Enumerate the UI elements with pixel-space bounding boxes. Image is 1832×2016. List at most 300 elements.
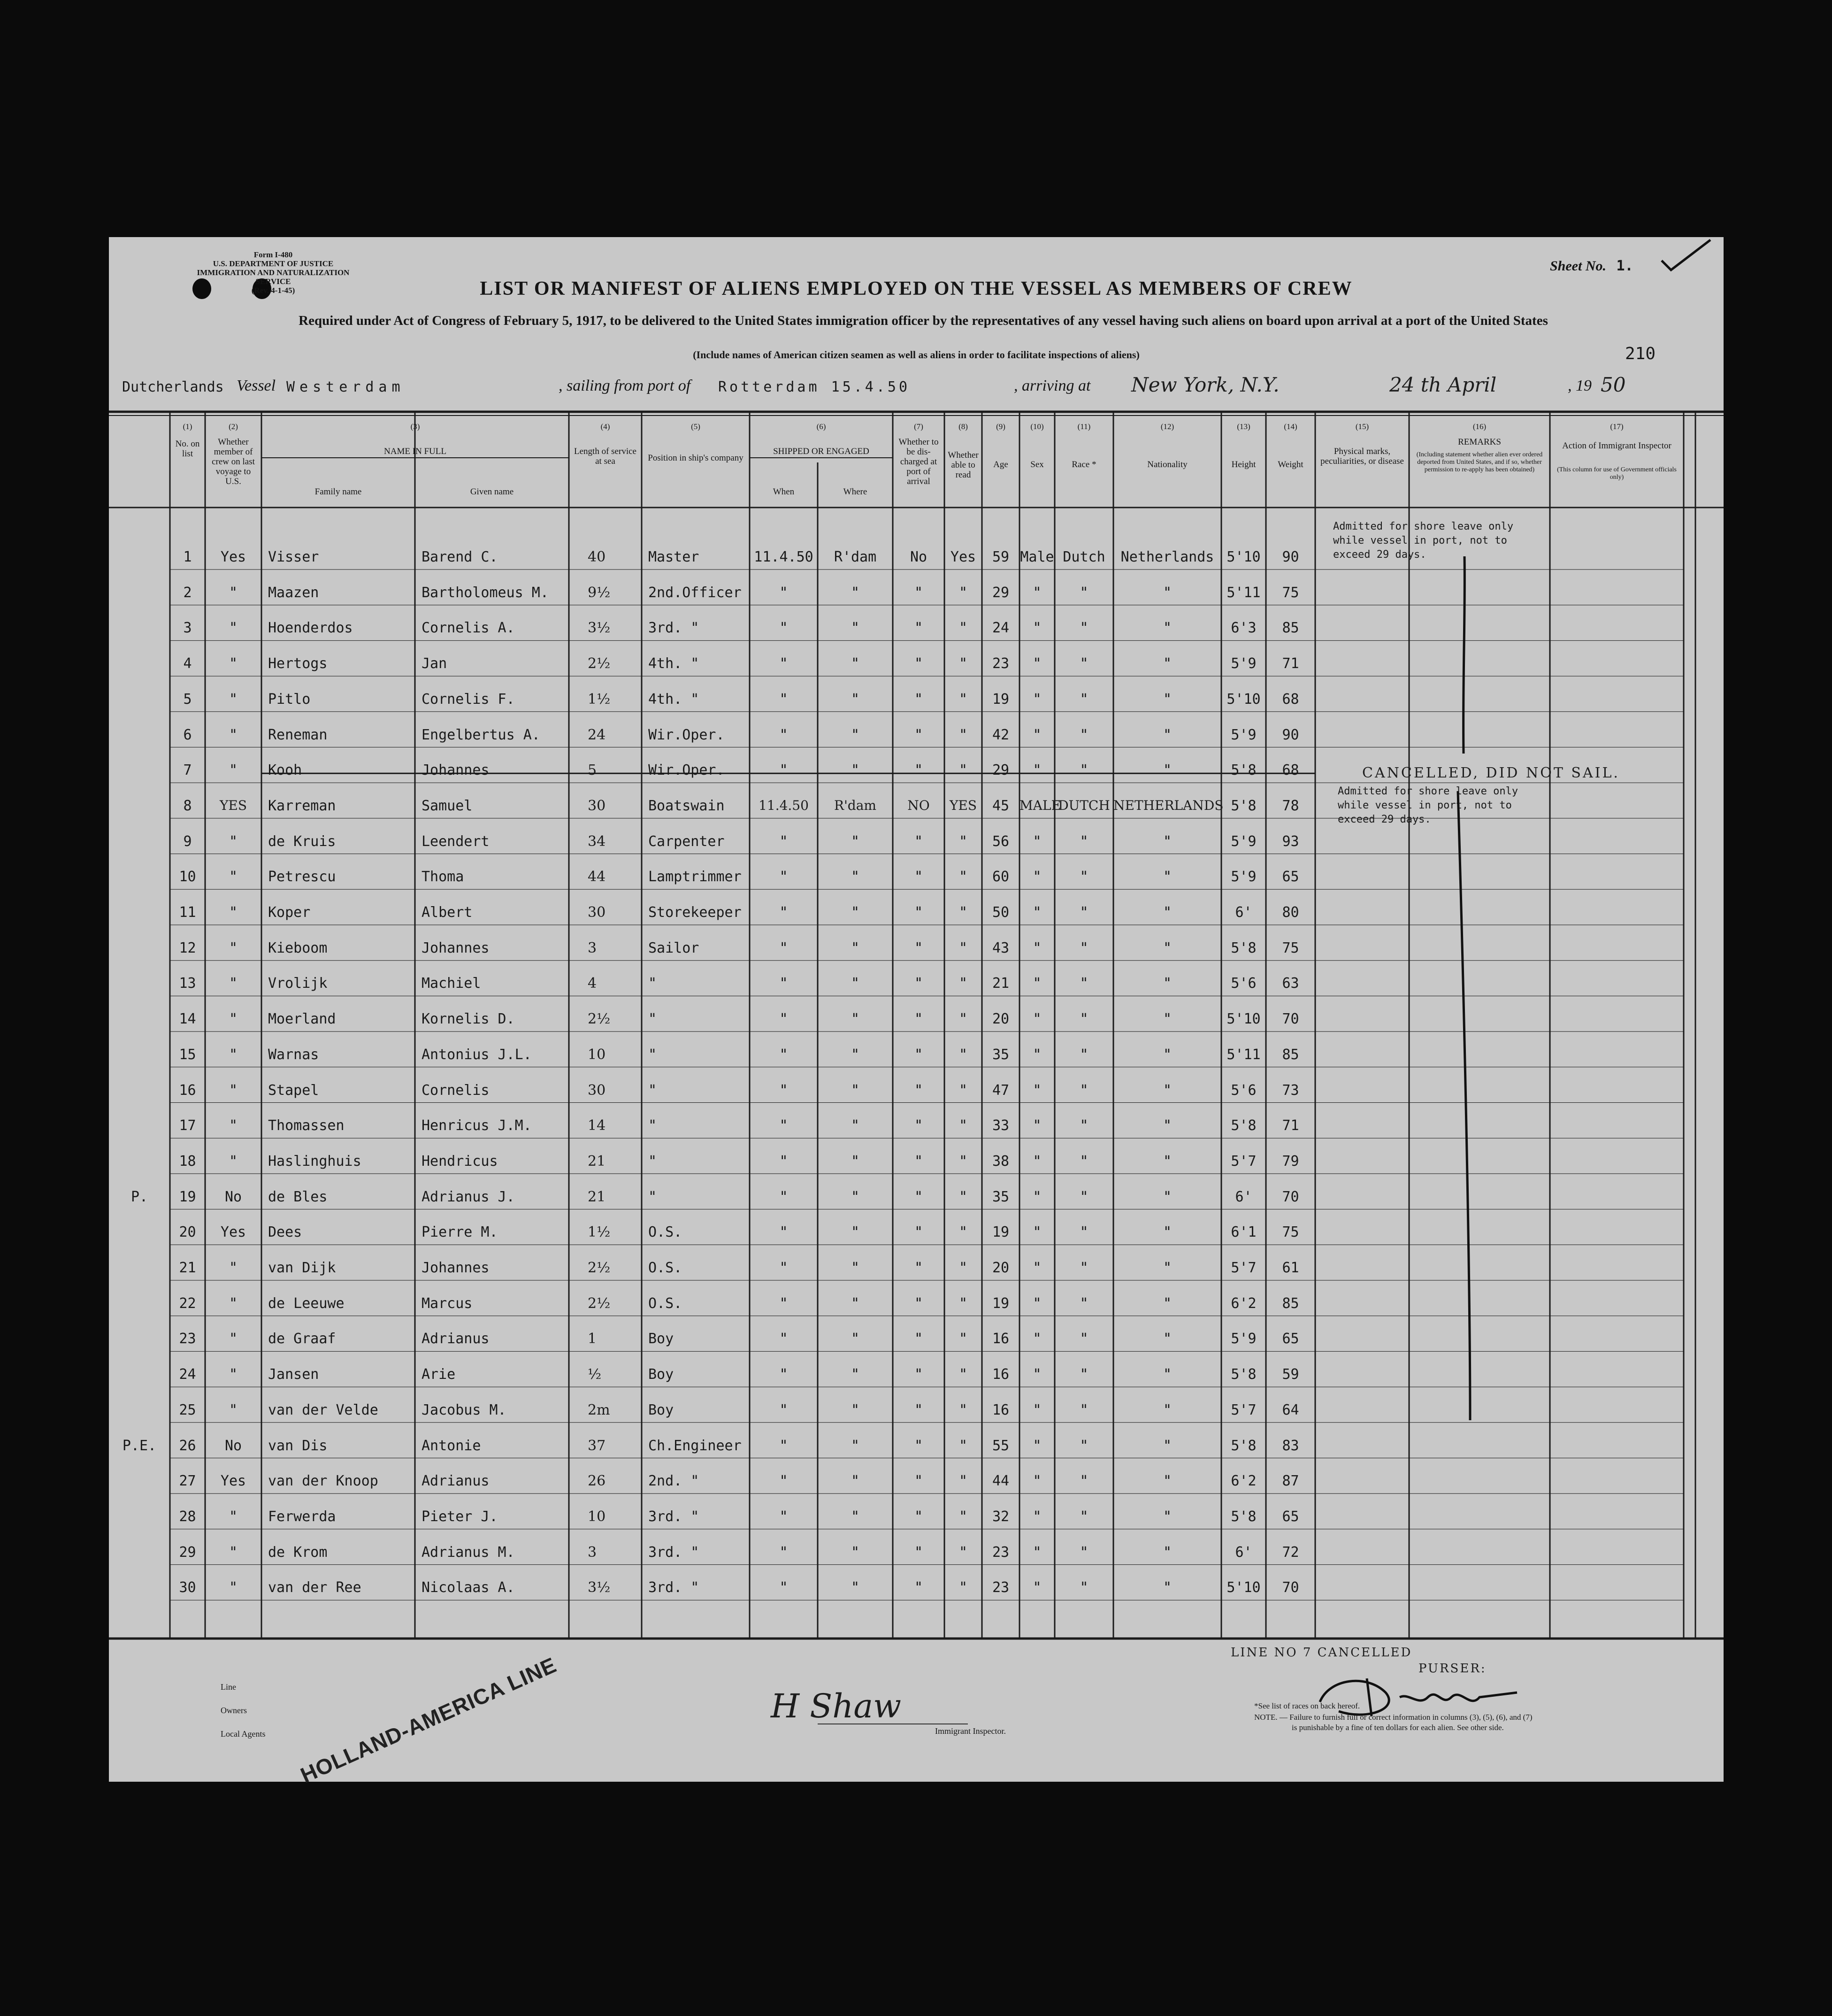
cell-read: " [958,1153,968,1170]
column-number: (17) [1610,422,1624,431]
cell-height: 5'9 [1231,655,1257,672]
cell-race: " [1080,1437,1088,1454]
cell-sex: " [1033,726,1042,743]
column-number: (8) [958,422,968,431]
cell-read: " [958,1401,968,1418]
column-label: Whether member of crew on last voyage to U.S. [212,437,255,486]
column-label: Nationality [1147,460,1188,469]
cell-height: 5'9 [1231,869,1257,885]
cell-age: 35 [992,1188,1010,1205]
cell-weight: 79 [1282,1153,1299,1170]
cell-nationality: " [1163,620,1172,637]
cell-nationality: " [1163,1366,1172,1383]
cell-age: 29 [992,762,1010,779]
column-number: (12) [1160,422,1174,431]
cell-where: " [851,1508,860,1525]
cell-sex: " [1033,1153,1042,1170]
cell-age: 32 [992,1508,1010,1525]
cell-weight: 85 [1282,620,1299,637]
cell-sex: " [1033,620,1042,637]
when-header: When [773,487,795,497]
cell-prev: " [229,655,238,672]
cell-sex: " [1033,1366,1042,1383]
line-label: Line [221,1682,236,1692]
column-label: SHIPPED OR ENGAGED [773,446,869,456]
cell-prev: " [229,975,238,992]
cell-when: " [779,1117,788,1134]
cell-sex: " [1033,1188,1042,1205]
cell-age: 42 [992,726,1010,743]
holland-america-stamp: HOLLAND-AMERICA LINE [297,1652,560,1788]
form-number: Form I-480 [253,250,293,259]
cell-when: " [779,1401,788,1418]
remarks-line: exceed 29 days. [1338,814,1431,825]
cell-age: 19 [992,1295,1010,1312]
column-number: (7) [914,422,923,431]
column-label: Weight [1278,460,1303,469]
department: U.S. DEPARTMENT OF JUSTICE [213,259,334,268]
ditto-line [1451,556,1489,1824]
service-name: IMMIGRATION AND NATURALIZATION SERVICE [197,268,350,286]
cell-read: " [958,975,968,992]
cell-family: van der Velde [268,1401,378,1418]
cell-nationality: " [1163,1153,1172,1170]
cell-family: Pitlo [268,691,311,708]
cell-family: de Leeuwe [268,1295,345,1312]
cell-height: 6'2 [1231,1295,1257,1312]
column-number: (15) [1355,422,1369,431]
cell-service: 44 [588,869,606,885]
column-sublabel: (Including statement whether alien ever ordered deported from United States, and if so, whether permission to re-apply has been obtained) [1416,451,1543,473]
cell-age: 60 [992,869,1010,885]
cell-height: 5'8 [1231,762,1257,779]
cell-prev: " [229,1401,238,1418]
cell-race: " [1080,620,1088,637]
cell-when: " [779,1188,788,1205]
cell-position: " [648,975,657,992]
cell-weight: 85 [1282,1295,1299,1312]
cell-given: Machiel [422,975,481,992]
cell-discharged: " [914,1579,923,1596]
cell-when: " [779,1473,788,1490]
cell-no: 14 [179,1011,196,1028]
cell-where: " [851,1579,860,1596]
cell-read: " [958,939,968,956]
cell-nationality: " [1163,691,1172,708]
cell-where: " [851,620,860,637]
cell-prev: Yes [220,1224,246,1241]
cell-age: 20 [992,1260,1010,1276]
cell-service: 2½ [588,1011,611,1028]
cell-prev: " [229,1508,238,1525]
cell-when: " [779,1295,788,1312]
cell-height: 5'9 [1231,726,1257,743]
departure-port: Rotterdam 15.4.50 [718,379,911,395]
cell-position: Boatswain [648,797,725,814]
cell-height: 5'7 [1231,1401,1257,1418]
cell-given: Barend C. [422,549,498,565]
cell-where: " [851,1295,860,1312]
cell-prev: " [229,1153,238,1170]
cell-discharged: " [914,726,923,743]
cell-position: 4th. " [648,691,699,708]
cell-when: " [779,1437,788,1454]
cell-where: " [851,975,860,992]
cell-weight: 63 [1282,975,1299,992]
cell-age: 45 [992,797,1010,814]
cell-given: Johannes [422,939,490,956]
cell-where: " [851,584,860,601]
cell-where: " [851,1544,860,1561]
cell-no: 22 [179,1295,196,1312]
race-note: *See list of races on back hereof. [1254,1701,1360,1710]
cell-prev: Yes [220,1473,246,1490]
cell-discharged: " [914,1011,923,1028]
cell-position: " [648,1082,657,1099]
cell-sex: " [1033,1401,1042,1418]
cell-no: 25 [179,1401,196,1418]
cell-family: van Dis [268,1437,328,1454]
cell-sex: " [1033,1579,1042,1596]
cell-given: Jan [422,655,447,672]
remarks-line: Admitted for shore leave only [1338,785,1518,797]
cell-no: 27 [179,1473,196,1490]
cell-discharged: " [914,1046,923,1063]
cell-read: " [958,620,968,637]
cell-race: " [1080,1295,1088,1312]
cell-age: 44 [992,1473,1010,1490]
cell-no: 10 [179,869,196,885]
cell-weight: 83 [1282,1437,1299,1454]
cell-age: 29 [992,584,1010,601]
cell-prev: " [229,1260,238,1276]
cell-when: " [779,1153,788,1170]
cell-nationality: " [1163,1260,1172,1276]
cell-service: 30 [588,904,606,921]
cell-position: 3rd. " [648,1508,699,1525]
cell-family: Dees [268,1224,302,1241]
cell-weight: 71 [1282,655,1299,672]
cell-family: Ferwerda [268,1508,336,1525]
cell-sex: " [1033,655,1042,672]
cell-position: " [648,1046,657,1063]
cell-where: " [851,833,860,850]
cell-weight: 72 [1282,1544,1299,1561]
cell-family: Thomassen [268,1117,345,1134]
cell-discharged: " [914,1295,923,1312]
cell-race: " [1080,833,1088,850]
cell-prev: " [229,1579,238,1596]
cell-weight: 90 [1282,549,1299,565]
cell-service: 1½ [588,691,611,708]
cell-height: 6' [1235,904,1252,921]
cell-when: " [779,1046,788,1063]
cell-service: 2½ [588,1295,611,1312]
cell-given: Cornelis A. [422,620,515,637]
cell-nationality: " [1163,1082,1172,1099]
cell-nationality: " [1163,975,1172,992]
remarks-line: Admitted for shore leave only [1333,521,1514,532]
cell-when: " [779,1544,788,1561]
cell-race: " [1080,1579,1088,1596]
cell-when: " [779,620,788,637]
cell-where: R'dam [834,797,876,813]
cell-sex: " [1033,975,1042,992]
cell-when: " [779,833,788,850]
cell-service: 30 [588,1082,606,1099]
page-title: LIST OR MANIFEST OF ALIENS EMPLOYED ON THE VESSEL AS MEMBERS OF CREW [480,278,1353,300]
cell-where: " [851,1011,860,1028]
remarks-shore-leave-2 [1338,785,1518,827]
cell-race: " [1080,655,1088,672]
cell-sex: " [1033,1117,1042,1134]
cell-prev: " [229,1082,238,1099]
cell-service: 9½ [588,584,611,601]
cell-service: 2½ [588,1260,611,1276]
cell-discharged: " [914,1153,923,1170]
cell-nationality: " [1163,1473,1172,1490]
cell-position: Carpenter [648,833,725,850]
cell-family: Stapel [268,1082,319,1099]
cell-where: " [851,1401,860,1418]
cell-service: 24 [588,726,606,743]
cell-discharged: " [914,1082,923,1099]
cell-position: Wir.Oper. [648,726,725,743]
cell-sex: " [1033,762,1042,779]
cell-height: 5'11 [1226,1046,1261,1063]
cell-family: Warnas [268,1046,319,1063]
owners-label: Owners [221,1706,247,1715]
cell-no: 19 [179,1188,196,1205]
cell-position: Storekeeper [648,904,742,921]
cell-when: " [779,939,788,956]
cell-race: " [1080,1401,1088,1418]
cell-nationality: " [1163,655,1172,672]
cell-age: 23 [992,655,1010,672]
column-label: Race * [1072,460,1096,469]
cell-age: 35 [992,1046,1010,1063]
cell-service: 3½ [588,620,611,637]
cell-weight: 68 [1282,691,1299,708]
remarks-line: while vessel in port, not to [1338,800,1512,811]
cell-given: Arie [422,1366,456,1383]
cell-race: " [1080,1046,1088,1063]
cell-service: 2m [588,1401,610,1418]
cell-position: O.S. [648,1224,682,1241]
cell-nationality: NETHERLANDS [1113,797,1224,813]
cancelled-note: CANCELLED, DID NOT SAIL. [1362,765,1620,781]
cell-discharged: " [914,869,923,885]
given-name-header: Given name [470,487,514,497]
cell-weight: 59 [1282,1366,1299,1383]
cell-service: 5 [588,762,597,779]
cell-no: 1 [183,549,192,565]
cell-sex: " [1033,1437,1042,1454]
cell-weight: 73 [1282,1082,1299,1099]
cell-where: " [851,762,860,779]
cell-discharged: " [914,1224,923,1241]
cell-prev: No [224,1437,242,1454]
cell-sex: " [1033,1260,1042,1276]
cell-prev: Yes [220,549,246,565]
cell-position: Boy [648,1401,674,1418]
cell-family: Petrescu [268,869,336,885]
cell-discharged: " [914,904,923,921]
cell-read: " [958,1082,968,1099]
cell-race: " [1080,1473,1088,1490]
cell-where: " [851,655,860,672]
cell-height: 5'7 [1231,1153,1257,1170]
cell-height: 5'9 [1231,833,1257,850]
cell-height: 5'10 [1226,1011,1261,1028]
cell-when: " [779,726,788,743]
cell-where: " [851,1260,860,1276]
cell-race: " [1080,762,1088,779]
cell-read: " [958,1366,968,1383]
cell-age: 16 [992,1366,1010,1383]
cell-family: Kooh [268,762,302,779]
vessel-name: Westerdam [286,379,405,395]
cell-sex: " [1033,869,1042,885]
cell-height: 6' [1235,1544,1252,1561]
cell-given: Marcus [422,1295,473,1312]
cell-position: Lamptrimmer [648,869,742,885]
cell-nationality: " [1163,939,1172,956]
cell-given: Pierre M. [422,1224,498,1241]
cell-age: 20 [992,1011,1010,1028]
cell-position: 4th. " [648,655,699,672]
cell-given: Kornelis D. [422,1011,515,1028]
cell-race: DUTCH [1058,797,1110,813]
cell-age: 24 [992,620,1010,637]
cell-service: 3½ [588,1579,611,1596]
cell-age: 21 [992,975,1010,992]
cell-where: " [851,1437,860,1454]
cell-given: Nicolaas A. [422,1579,515,1596]
cell-position: 2nd. " [648,1473,699,1490]
cell-no: 18 [179,1153,196,1170]
column-label: Sex [1030,460,1044,469]
cell-prev: " [229,1046,238,1063]
cell-position: Boy [648,1331,674,1347]
cell-nationality: " [1163,1011,1172,1028]
cell-sex: MALE [1019,797,1061,813]
cell-discharged: " [914,1508,923,1525]
cell-position: 2nd.Officer [648,584,742,601]
cell-height: 5'8 [1231,1437,1257,1454]
cell-when: " [779,1331,788,1347]
cell-family: de Bles [268,1188,328,1205]
cell-no: 4 [183,655,192,672]
cell-height: 5'6 [1231,975,1257,992]
cell-service: 4 [588,975,597,992]
cell-service: 10 [588,1508,606,1525]
cell-position: " [648,1011,657,1028]
cell-family: de Krom [268,1544,328,1561]
cell-weight: 70 [1282,1188,1299,1205]
cell-read: " [958,1508,968,1525]
cell-no: 2 [183,584,192,601]
cell-given: Pieter J. [422,1508,498,1525]
cell-prev: " [229,1331,238,1347]
cell-service: 21 [588,1153,606,1170]
cell-height: 5'8 [1231,939,1257,956]
cell-no: 24 [179,1366,196,1383]
arrival-year: 50 [1601,373,1626,396]
purser-label: PURSER: [1418,1662,1487,1676]
cell-position: Wir.Oper. [648,762,725,779]
cell-sex: Male [1020,549,1054,565]
cell-prev: " [229,620,238,637]
cell-no: 23 [179,1331,196,1347]
cell-height: 5'10 [1226,691,1261,708]
cell-read: " [958,1224,968,1241]
cell-discharged: " [914,1331,923,1347]
cell-nationality: " [1163,584,1172,601]
cell-no: 12 [179,939,196,956]
cell-sex: " [1033,939,1042,956]
cell-race: " [1080,1260,1088,1276]
cell-service: 34 [588,833,606,850]
column-label: NAME IN FULL [384,446,446,456]
cell-weight: 70 [1282,1579,1299,1596]
cell-no: 29 [179,1544,196,1561]
where-header: Where [843,487,867,497]
cell-mark: P. [130,1188,148,1205]
cell-prev: " [229,869,238,885]
cell-age: 33 [992,1117,1010,1134]
cell-age: 43 [992,939,1010,956]
cell-sex: " [1033,1224,1042,1241]
cell-discharged: " [914,975,923,992]
cell-no: 8 [183,797,192,814]
cell-age: 59 [992,549,1010,565]
cell-sex: " [1033,1046,1042,1063]
cell-family: van der Ree [268,1579,361,1596]
cell-service: 10 [588,1046,606,1063]
cell-family: de Graaf [268,1331,336,1347]
inspector-signature: H Shaw [771,1687,901,1725]
cell-where: " [851,691,860,708]
cell-service: 2½ [588,655,611,672]
cell-prev: " [229,1011,238,1028]
arriving-label: , arriving at [1014,377,1091,394]
cell-read: " [958,762,968,779]
cell-where: " [851,1117,860,1134]
cell-height: 5'7 [1231,1260,1257,1276]
cell-family: Koper [268,904,311,921]
cell-height: 5'8 [1231,797,1257,814]
cell-read: " [958,1188,968,1205]
cell-position: 3rd. " [648,1544,699,1561]
cell-race: " [1080,1153,1088,1170]
sheet-label: Sheet No. [1550,258,1606,274]
cell-age: 23 [992,1579,1010,1596]
required-text: Required under Act of Congress of February 5, 1917, to be delivered to the United States immigration officer by the representatives of any vessel having such aliens on board upon arrival at a port of the United States [299,313,1548,328]
cell-given: Cornelis [422,1082,490,1099]
cell-age: 38 [992,1153,1010,1170]
cell-nationality: " [1163,1401,1172,1418]
cell-where: " [851,1473,860,1490]
cell-height: 6' [1235,1188,1252,1205]
column-label: Physical marks, peculiarities, or disease [1320,446,1404,466]
cell-weight: 87 [1282,1473,1299,1490]
cell-prev: YES [219,797,247,813]
cell-read: " [958,1295,968,1312]
remarks-shore-leave-1 [1333,520,1513,562]
cell-sex: " [1033,1295,1042,1312]
cell-service: 1 [588,1331,597,1347]
